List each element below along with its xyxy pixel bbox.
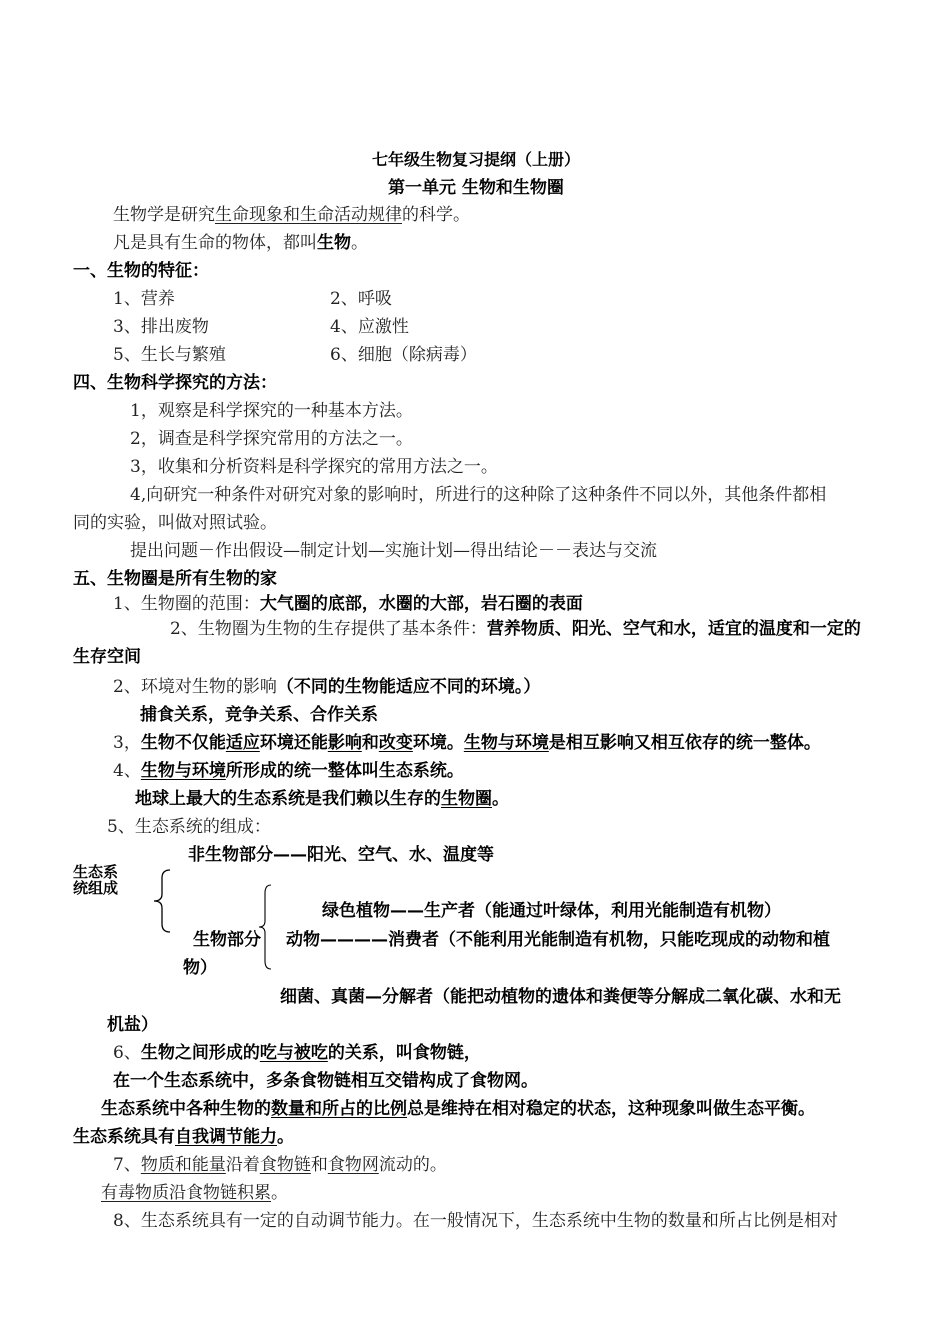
text-line [73, 512, 277, 534]
text-line [130, 428, 413, 450]
text-segment: 同的实验，叫做对照试验。 [73, 513, 277, 533]
text-line [140, 704, 378, 726]
text-line [113, 732, 821, 754]
text-line [330, 344, 477, 366]
text-segment: 生存空间 [73, 647, 141, 667]
underlined-term: 食物网 [327, 1155, 379, 1175]
text-segment: 2、呼吸 [330, 289, 392, 309]
text-segment: 生物 [317, 233, 351, 253]
text-line [135, 788, 509, 810]
text-line [113, 232, 368, 254]
text-line [113, 1210, 838, 1232]
text-line [73, 1126, 294, 1148]
text-segment: 细菌、真菌—分解者（能把动植物的遗体和粪便等分解成二氧化碳、水和无 [280, 987, 841, 1007]
text-segment: 3，收集和分析资料是科学探究的常用方法之一。 [130, 457, 498, 477]
text-segment: 2、生物圈为生物的生存提供了基本条件： [170, 619, 487, 639]
text-segment: 沿着 [225, 1155, 260, 1175]
text-segment: 。 [351, 233, 368, 253]
text-line [330, 288, 392, 310]
text-segment: 。 [277, 1127, 294, 1147]
text-segment: 3， [113, 733, 141, 753]
text-segment: 。 [492, 789, 509, 809]
text-segment: 生态系 [73, 863, 119, 881]
text-segment: 凡是具有生命的物体，都叫 [113, 233, 317, 253]
underlined-term: 生物与环境 [463, 733, 549, 753]
underlined-term: 生物圈 [441, 789, 492, 809]
text-line [183, 957, 217, 979]
text-line [101, 1182, 288, 1204]
text-segment: 环境。 [412, 733, 464, 753]
text-segment: 5、生长与繁殖 [113, 345, 226, 365]
text-line [113, 1042, 481, 1064]
text-line [113, 288, 175, 310]
underlined-term: 适应 [225, 733, 260, 753]
text-segment: 3、排出废物 [113, 317, 209, 337]
text-line [193, 929, 261, 951]
text-segment: 流动的。 [378, 1155, 447, 1175]
left-brace-icon [150, 868, 174, 934]
text-segment: 的科学。 [402, 205, 470, 225]
text-line [130, 540, 657, 562]
text-line [73, 568, 277, 590]
text-segment: 。 [271, 1183, 288, 1203]
text-line [286, 929, 830, 951]
underlined-term: 有毒物质沿食物链积累 [101, 1183, 271, 1203]
text-line [113, 593, 583, 615]
left-brace-icon [255, 883, 275, 971]
underlined-term: 改变 [378, 733, 413, 753]
text-segment: 生物不仅能 [140, 733, 226, 753]
underlined-term: 生物与环境 [140, 761, 226, 781]
text-segment: 1，观察是科学探究的一种基本方法。 [130, 401, 413, 421]
text-segment: 机盐） [107, 1015, 158, 1035]
text-segment: 8、生态系统具有一定的自动调节能力。在一般情况下，生态系统中生物的数量和所占比例是相对 [113, 1211, 838, 1231]
text-segment: 6、 [113, 1043, 141, 1063]
text-line [330, 316, 409, 338]
text-line [188, 844, 494, 866]
text-segment: 1、生物圈的范围： [113, 594, 260, 614]
underlined-term: 吃与被吃 [259, 1043, 328, 1063]
text-segment: 生物部分 [193, 930, 261, 950]
text-segment: 生态系统具有 [73, 1127, 175, 1147]
text-segment: 生物之间形成的 [140, 1043, 260, 1063]
text-segment: 和 [310, 1155, 328, 1175]
underlined-term: 食物链 [259, 1155, 311, 1175]
text-segment: 总是维持在相对稳定的状态，这种现象叫做生态平衡。 [407, 1099, 815, 1119]
text-segment: 2、环境对生物的影响 [113, 677, 277, 697]
text-segment: 1、营养 [113, 289, 175, 309]
text-line [130, 484, 826, 506]
text-segment: 物） [183, 958, 217, 978]
text-segment: 捕食关系，竞争关系、合作关系 [140, 705, 378, 725]
text-segment: 是相互影响又相互依存的统一整体。 [548, 733, 821, 753]
text-line [101, 1098, 815, 1120]
text-segment: 2，调查是科学探究常用的方法之一。 [130, 429, 413, 449]
underlined-term: 生命现象和生命活动规律 [215, 205, 402, 225]
text-segment: 提出问题－作出假设—制定计划—实施计划—得出结论－－表达与交流 [130, 541, 657, 561]
underlined-term: 物质和能量 [140, 1155, 226, 1175]
text-segment: 环境还能 [259, 733, 328, 753]
text-segment: 7、 [113, 1155, 141, 1175]
text-segment: 6、细胞（除病毒） [330, 345, 477, 365]
text-line [113, 204, 470, 226]
text-segment: 大气圈的底部，水圈的大部，岩石圈的表面 [259, 594, 583, 614]
text-segment: 4、 [113, 761, 141, 781]
text-line [322, 900, 781, 922]
text-line [113, 1070, 538, 1092]
text-line [130, 456, 498, 478]
text-segment: 动物————消费者（不能利用光能制造有机物，只能吃现成的动物和植 [286, 930, 830, 950]
text-segment: 生态系统中各种生物的 [101, 1099, 271, 1119]
text-line [73, 260, 209, 282]
text-segment: 非生物部分——阳光、空气、水、温度等 [188, 845, 494, 865]
text-segment: 绿色植物——生产者（能通过叶绿体，利用光能制造有机物） [322, 901, 781, 921]
text-segment: （不同的生物能适应不同的环境。） [276, 677, 541, 697]
text-line [73, 880, 118, 897]
text-line [73, 646, 141, 668]
underlined-term: 影响 [327, 733, 362, 753]
text-line [113, 676, 540, 698]
text-segment: 4、应激性 [330, 317, 409, 337]
text-line [113, 344, 226, 366]
text-line [170, 618, 861, 640]
text-segment: 一、生物的特征： [73, 261, 209, 281]
text-line [113, 1154, 447, 1176]
text-line [73, 372, 277, 394]
underlined-term: 数量和所占的比例 [271, 1099, 407, 1119]
unit-title: 第一单元 生物和生物圈 [388, 178, 564, 198]
text-segment: 地球上最大的生态系统是我们赖以生存的 [135, 789, 441, 809]
text-line [280, 986, 841, 1008]
text-segment: 生物学是研究 [113, 205, 215, 225]
text-segment: 在一个生态系统中，多条食物链相互交错构成了食物网。 [113, 1071, 538, 1091]
text-line [113, 316, 209, 338]
text-segment: 五、生物圈是所有生物的家 [73, 569, 277, 589]
text-segment: 和 [361, 733, 379, 753]
text-line [107, 816, 271, 838]
text-line [130, 400, 413, 422]
text-line [107, 1014, 158, 1036]
text-segment: 统组成 [73, 879, 119, 897]
text-segment: 所形成的统一整体叫生态系统。 [225, 761, 464, 781]
text-segment: 5、生态系统的组成： [107, 817, 271, 837]
text-segment: 营养物质、阳光、空气和水，适宜的温度和一定的 [486, 619, 861, 639]
text-segment: 的关系，叫食物链， [327, 1043, 481, 1063]
underlined-term: 自我调节能力 [175, 1127, 277, 1147]
text-line [113, 760, 464, 782]
text-segment: 四、生物科学探究的方法： [73, 373, 277, 393]
text-segment: 4,向研究一种条件对研究对象的影响时，所进行的这种除了这种条件不同以外，其他条件都相 [130, 485, 827, 505]
document-title: 七年级生物复习提纲（上册） [372, 150, 581, 169]
